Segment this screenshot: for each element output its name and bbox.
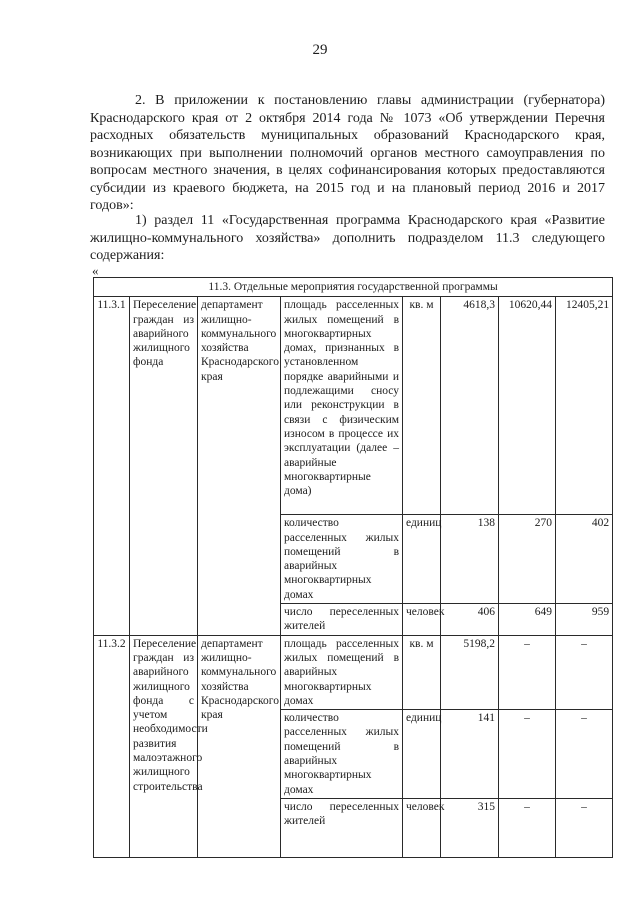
row-name: Переселение граждан из аварийного жилищного фонда [130,297,198,635]
indicator-unit: кв. м [403,635,441,709]
value-2015: 315 [441,798,499,857]
page-number: 29 [312,42,328,58]
value-2016: 10620,44 [499,297,556,515]
program-table [93,277,613,858]
value-2016: – [499,635,556,709]
value-2016: 649 [499,604,556,636]
value-2015: 4618,3 [441,297,499,515]
table-row [94,297,613,515]
section-title: 11.3. Отдельные мероприятия государственной программы [94,278,613,297]
value-2017: 959 [556,604,613,636]
indicator-name: площадь расселенных жилых помещений в аварийных многоквартирных домах [281,635,403,709]
table-row [94,635,613,709]
value-2017: – [556,635,613,709]
value-2017: 402 [556,515,613,604]
indicator-name: количество расселенных жилых помещений в аварийных многоквартирных домах [281,710,403,799]
indicator-name: число переселенных жителей [281,604,403,636]
value-2016: – [499,710,556,799]
indicator-unit: кв. м [403,297,441,515]
value-2017: – [556,798,613,857]
item-paragraph: 1) раздел 11 «Государственная программа Краснодарского края «Развитие жилищно-коммунального хозяйства» дополнить подразделом 11.3 следующего содержания: [90,213,605,263]
opening-quote: « [92,263,99,278]
value-2017: 12405,21 [556,297,613,515]
indicator-name: число переселенных жителей [281,798,403,857]
indicator-unit: человек [403,798,441,857]
indicator-unit: единиц [403,710,441,799]
value-2015: 5198,2 [441,635,499,709]
indicator-unit: человек [403,604,441,636]
indicator-unit: единиц [403,515,441,604]
value-2016: 270 [499,515,556,604]
value-2017: – [556,710,613,799]
row-department: департамент жилищно-коммунального хозяйства Краснодарского края [198,635,281,857]
indicator-name: количество расселенных жилых помещений в аварийных многоквартирных домах [281,515,403,604]
value-2016: – [499,798,556,857]
section-header-row [94,278,613,297]
value-2015: 141 [441,710,499,799]
indicator-name: площадь расселенных жилых помещений в многоквартирных домах, признанных в установленном порядке аварийными и подлежащими сносу или реконструкции в связи с физическим износом в процессе их эксплуатации (далее – аварийные многоквартирные дома) [281,297,403,515]
value-2015: 406 [441,604,499,636]
row-code: 11.3.2 [94,635,130,857]
row-code: 11.3.1 [94,297,130,635]
row-department: департамент жилищно-коммунального хозяйства Краснодарского края [198,297,281,635]
intro-paragraph: 2. В приложении к постановлению главы администрации (губернатора) Краснодарского края от 2 октября 2014 года № 1073 «Об утверждении Перечня расходных обязательств муниципальных образований Краснодарского края, возникающих при выполнении полномочий органов местного самоуправления по вопросам местного значения, в целях софинансирования которых предоставляются субсидии из краевого бюджета, на 2015 год и на плановый период 2016 и 2017 годов»: [90,93,605,213]
value-2015: 138 [441,515,499,604]
row-name: Переселение граждан из аварийного жилищного фонда с учетом необходимости развития малоэтажного жилищного строительства [130,635,198,857]
